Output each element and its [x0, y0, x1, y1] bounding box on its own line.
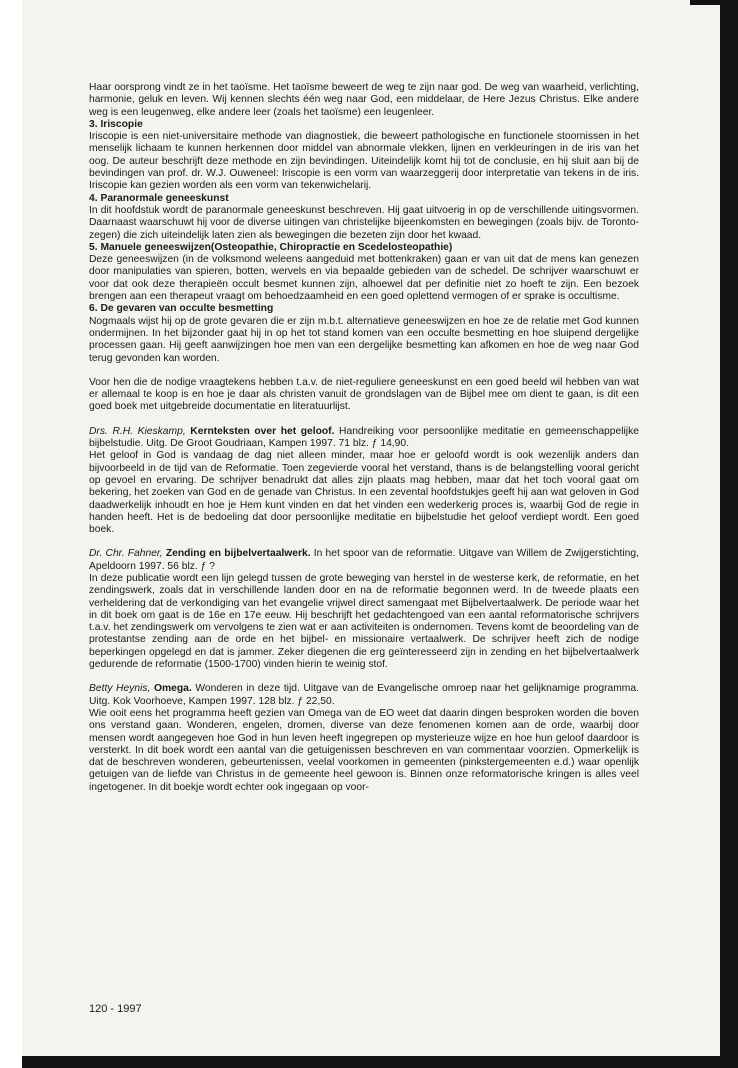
review-header [89, 426, 639, 451]
article-text [89, 82, 639, 794]
page-number: 120 - 1997 [89, 1003, 142, 1015]
section-body: Nogmaals wijst hij op de grote gevaren die er zijn m.b.t. alternatieve geneeswijzen en hoe ze de relatie met God kunnen ondermijnen. In het bijzonder gaat hij in op het tot stand komen van een occulte besmetting en hoe sluipend dergelijke processen gaan. Hij geeft aanwijzingen hoe men van een dergelijke besmetting kan afkomen en hoe de weg naar God terug gevonden kan worden. [89, 315, 639, 364]
scan-edge-top [690, 0, 738, 5]
intro-paragraph: Haar oorsprong vindt ze in het taoïsme. Het taoïsme beweert de weg te zijn naar god. De weg van waarheid, verlichting, harmonie, geluk en leven. Wij kennen slechts één weg naar God, een middelaar, de Here Jezus Christus. Elke andere weg is een leugenweg, elke andere leer (zoals het taoïsme) een leugenleer. [89, 82, 639, 118]
conclusion-paragraph: Voor hen die de nodige vraagtekens hebben t.a.v. de niet-reguliere geneeskunst en een goed beeld wil hebben van wat er allemaal te koop is en hoe je daar als christen vanuit de grondslagen van de Bijbel mee om dient te gaan, is dit een goed boek met uitgebreide documentatie en literatuurlijst. [89, 376, 639, 413]
review-header [89, 548, 639, 573]
section-body: Iriscopie is een niet-universitaire methode van diagnostiek, die beweert pathologische en functionele stoornissen in het menselijk lichaam te kunnen herkennen door middel van abnormale vlekken, lijnen en verkleuringen in de iris van het oog. De auteur beschrijft deze methode en zijn bevindingen. Uiteindelijk komt hij tot de conclusie, en hij sluit aan bij de bevindingen van prof. dr. W.J. Ouweneel: Iriscopie is een vorm van waarzeggerij door interpretatie van tekens in de iris. Iriscopie kan gezien worden als een vorm van tekenwichelarij. [89, 131, 639, 192]
section [89, 303, 639, 364]
review-body: In deze publicatie wordt een lijn gelegd tussen de grote beweging van herstel in de westerse kerk, de reformatie, en het zendingswerk, zoals dat in verschillende landen door en na de reformatie begonnen werd. In de tweede plaats een verheldering dat de verkondiging van het evangelie vrijwel direct samengaat met Bijbelvertaalwerk. De periode waar het in dit boek om gaat is de 16e en 17e eeuw. Hij beschrijft het gedachtengoed van een aantal reformatorische schrijvers t.a.v. het zendingswerk om vervolgens te zien wat er aan activiteiten is ondernomen. Tevens komt de beoordeling van de protestantse zending aan de orde en het bijbel- en missionaire vertaalwerk. De schrijver heeft zich de nodige beperkingen opgelegd en dat is jammer. Zeker diegenen die erg geïnteresseerd zijn in zending en het bijbelvertaalwerk gedurende de reformatie (1500-1700) vinden hierin te weinig stof. [89, 572, 639, 671]
review-body: Het geloof in God is vandaag de dag niet alleen minder, maar hoe er geloofd wordt is ook wezenlijk anders dan bijvoorbeeld in de tijd van de Reformatie. Toen zegevierde vooral het verstand, thans is de belangstelling vooral gericht op gevoel en ervaring. De schrijver benadrukt dat alles zijn plaats mag hebben, maar dat het toch vooral gaat om bekering, het zoeken van God en de genade van Christus. In een zevental hoofdstukjes geeft hij aan wat geloven in God daadwerkelijk inhoudt en hoe je Hem kunt vinden en dat het vinden een wederkerig proces is, waarbij God de regie in handen heeft. Het is de bedoeling dat door persoonlijke meditatie en bijbelstudie het geloof verdiept wordt. Een goed boek. [89, 450, 639, 536]
section-heading: 4. Paranormale geneeskunst [89, 192, 229, 204]
section [89, 193, 639, 242]
section [89, 119, 639, 193]
section-heading: 3. Iriscopie [89, 118, 143, 130]
review-publication: Wonderen in deze tijd. Uitgave van de Evangelische omroep naar het gelijknamige programma. Uitg. Kok Voorhoeve, Kampen 1997. 128 blz. ƒ 22,50. [89, 683, 639, 707]
book-review [89, 426, 639, 537]
review-publication: Handreiking voor persoonlijke meditatie en gemeenschappelijke bijbelstudie. Uitg. De Groot Goudriaan, Kampen 1997. 71 blz. ƒ 14,90. [89, 425, 639, 450]
section [89, 242, 639, 303]
review-author: Dr. Chr. Fahner, [89, 548, 163, 560]
review-body: Wie ooit eens het programma heeft gezien van Omega van de EO weet dat daarin dingen besproken worden die boven ons verstand gaan. Wonderen, engelen, dromen, diverse van deze fenomenen komen aan de orde, waarbij door mensen wordt aangegeven hoe God in hun leven heeft ingegrepen op mysterieuze wijze en hoe hun geloof daardoor is versterkt. In dit boek wordt een aantal van die getuigenissen beschreven en van commentaar voorzien. Opmerkelijk is dat de beschreven wonderen, gebeurtenissen, veelal voorkomen in gemeenten (pinkstergemeenten e.d.) waar openlijk getuigen van de liefde van Christus in de gemeente heel gewoon is. Binnen onze reformatorische kringen is alles veel ingetogener. In dit boekje wordt echter ook ingegaan op voor- [89, 707, 639, 793]
review-title: Kernteksten over het geloof. [190, 425, 335, 437]
scan-edge-right [720, 0, 738, 1068]
section-body: In dit hoofdstuk wordt de paranormale geneeskunst beschreven. Hij gaat uitvoerig in op de verschillende uitingsvormen. Daarnaast waarschuwt hij voor de diverse uitingen van christelijke bijeenkomsten en bewegingen (zoals bijv. de Toronto-zegen) die zich uiteindelijk laten zien als bewegingen die bezeten zijn door het kwaad. [89, 204, 639, 241]
review-header [89, 683, 639, 708]
section-body: Deze geneeswijzen (in de volksmond weleens aangeduid met bottenkraken) gaan er van uit dat de mens kan genezen door manipulaties van spieren, botten, wervels en via bepaalde gebieden van de schedel. De schrijver waarschuwt er voor dat ook deze therapieën occult besmet kunnen zijn, alhoewel dat per definitie niet zo hoeft te zijn. Een bezoek brengen aan een therapeut vraagt om behoedzaamheid en een goed oplettend vermogen of er sprake is occultisme. [89, 254, 639, 303]
review-title: Zending en bijbelvertaalwerk. [165, 548, 311, 560]
review-author: Drs. R.H. Kieskamp, [89, 425, 186, 437]
review-title: Omega. [154, 683, 192, 695]
scan-edge-bottom [22, 1056, 738, 1068]
section-heading: 6. De gevaren van occulte besmetting [89, 303, 274, 315]
book-review [89, 548, 639, 671]
review-author: Betty Heynis, [89, 683, 151, 695]
review-publication: In het spoor van de reformatie. Uitgave van Willem de Zwijgerstichting, Apeldoorn 1997. 56 blz. ƒ ? [89, 548, 639, 572]
book-review [89, 683, 639, 794]
section-heading: 5. Manuele geneeswijzen(Osteopathie, Chiropractie en Scedelosteopathie) [89, 241, 453, 253]
